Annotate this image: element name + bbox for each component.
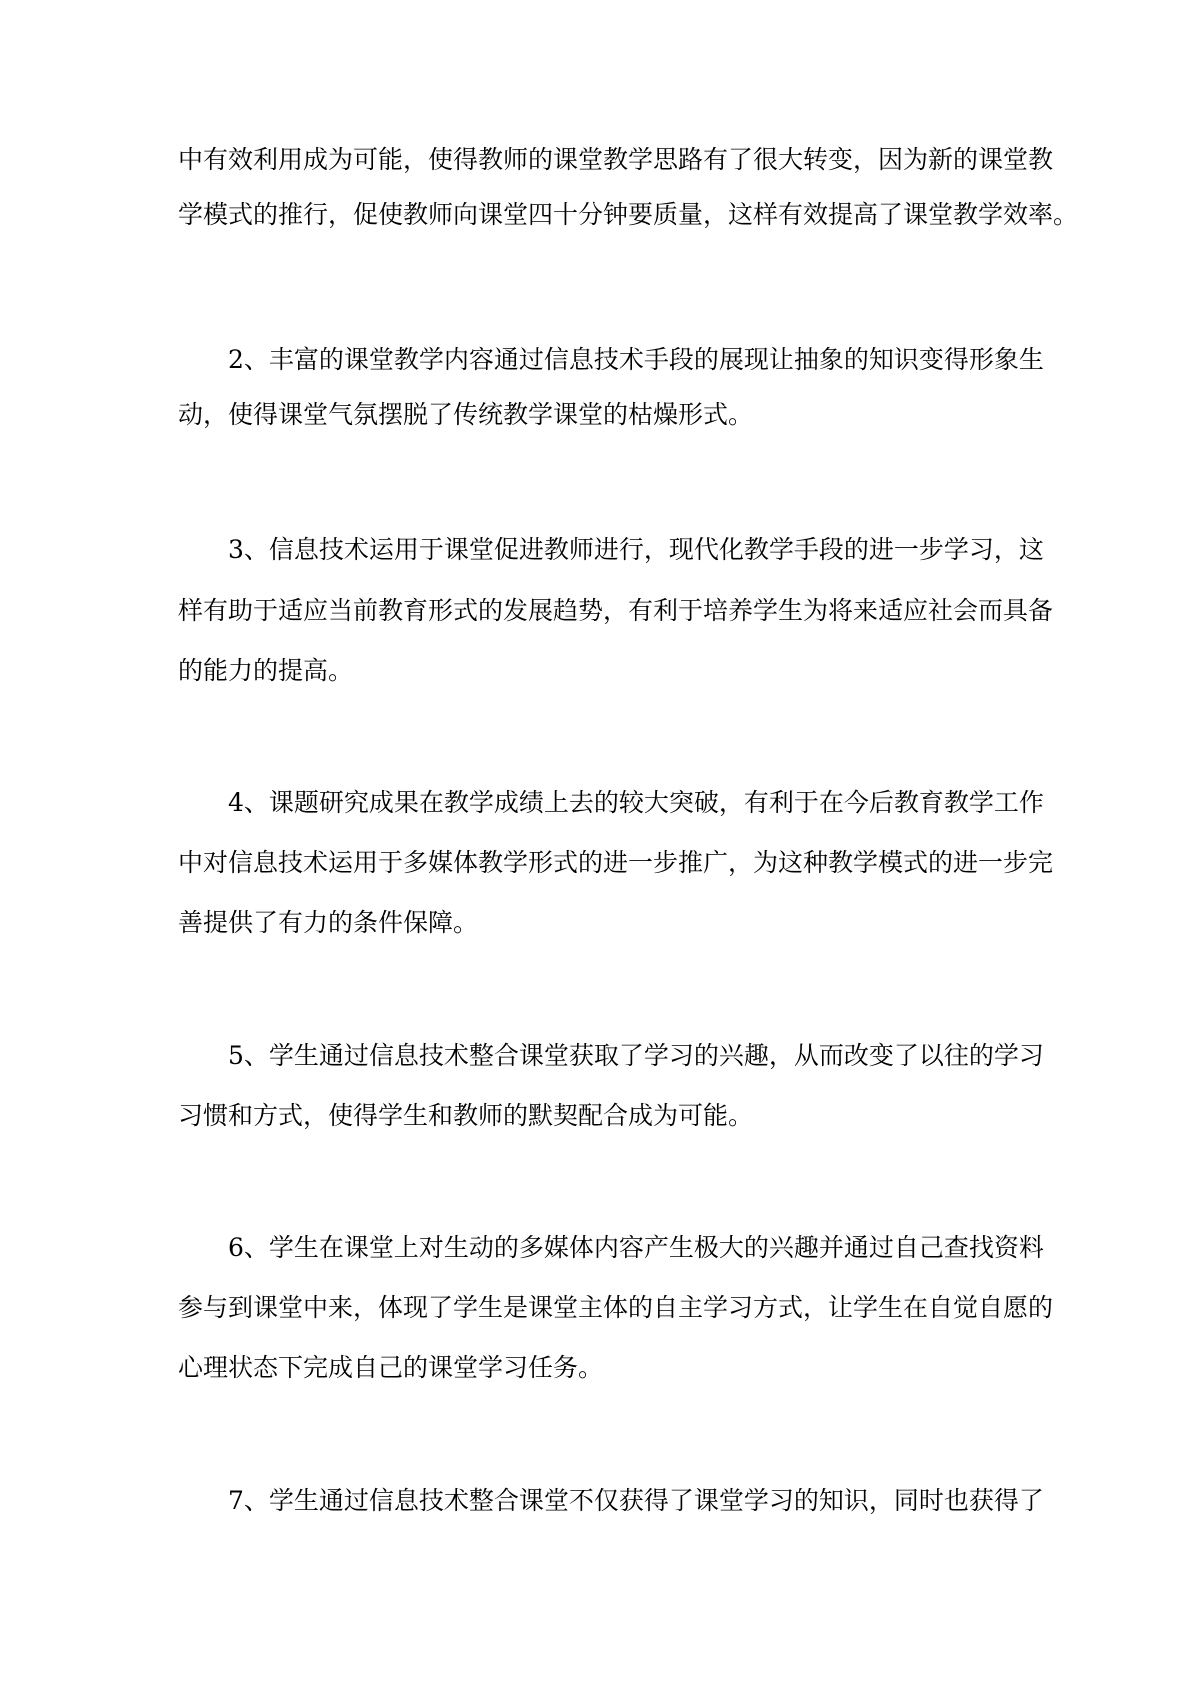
paragraph-1-line-1: 中有效利用成为可能，使得教师的课堂教学思路有了很大转变，因为新的课堂教 [178, 145, 1054, 174]
paragraph-2-line-1: 2、丰富的课堂教学内容通过信息技术手段的展现让抽象的知识变得形象生 [228, 345, 1044, 374]
paragraph-3-line-2: 样有助于适应当前教育形式的发展趋势，有利于培养学生为将来适应社会而具备 [178, 596, 1054, 625]
paragraph-4-line-2: 中对信息技术运用于多媒体教学形式的进一步推广，为这种教学模式的进一步完 [178, 848, 1054, 877]
paragraph-1-line-2: 学模式的推行，促使教师向课堂四十分钟要质量，这样有效提高了课堂教学效率。 [178, 200, 1079, 229]
paragraph-5-line-1: 5、学生通过信息技术整合课堂获取了学习的兴趣，从而改变了以往的学习 [228, 1041, 1044, 1070]
paragraph-3-line-1: 3、信息技术运用于课堂促进教师进行，现代化教学手段的进一步学习，这 [228, 535, 1044, 564]
paragraph-6-line-1: 6、学生在课堂上对生动的多媒体内容产生极大的兴趣并通过自己查找资料 [228, 1233, 1044, 1262]
paragraph-4-line-1: 4、课题研究成果在教学成绩上去的较大突破，有利于在今后教育教学工作 [228, 788, 1044, 817]
paragraph-2-line-2: 动，使得课堂气氛摆脱了传统教学课堂的枯燥形式。 [178, 400, 754, 429]
paragraph-3-line-3: 的能力的提高。 [178, 656, 354, 685]
paragraph-4-line-3: 善提供了有力的条件保障。 [178, 908, 479, 937]
paragraph-6-line-3: 心理状态下完成自己的课堂学习任务。 [178, 1353, 604, 1382]
paragraph-6-line-2: 参与到课堂中来，体现了学生是课堂主体的自主学习方式，让学生在自觉自愿的 [178, 1293, 1054, 1322]
paragraph-7-line-1: 7、学生通过信息技术整合课堂不仅获得了课堂学习的知识，同时也获得了 [228, 1486, 1044, 1515]
paragraph-5-line-2: 习惯和方式，使得学生和教师的默契配合成为可能。 [178, 1101, 754, 1130]
